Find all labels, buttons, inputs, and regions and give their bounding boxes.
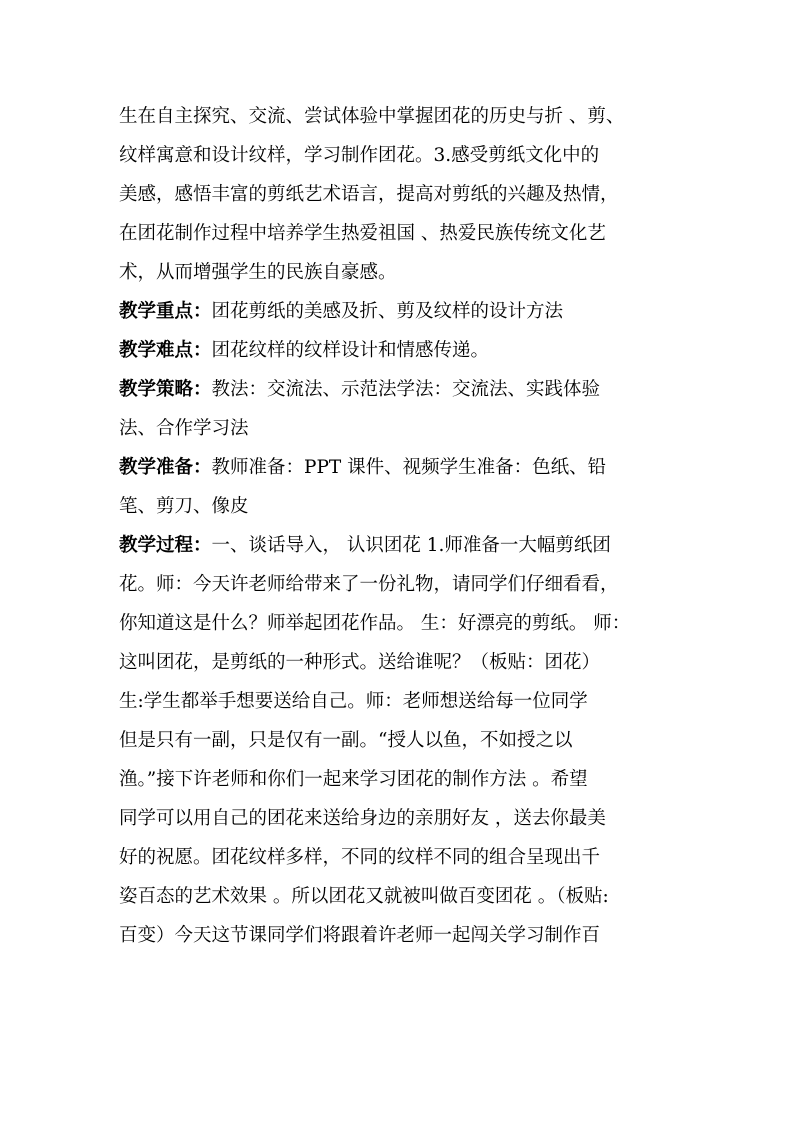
text-line — [119, 526, 689, 565]
line-text: 教师准备：PPT 课件、视频学生准备：色纸、铅 — [211, 457, 607, 478]
document-body — [119, 97, 689, 955]
line-text: 一、谈话导入， 认识团花 1.师准备一大幅剪纸团 — [211, 535, 611, 556]
line-text: 生:学生都举手想要送给自己。师：老师想送给每一位同学 — [119, 691, 588, 712]
section-label: 教学重点： — [119, 301, 212, 322]
text-line — [119, 604, 689, 643]
line-text: 法、合作学习法 — [119, 418, 249, 439]
line-text: 团花剪纸的美感及折、剪及纹样的设计方法 — [211, 301, 564, 322]
line-text: 美感，感悟丰富的剪纸艺术语言，提高对剪纸的兴趣及热情， — [119, 184, 619, 205]
text-line — [119, 136, 689, 175]
line-text: 团花纹样的纹样设计和情感传递。 — [211, 340, 490, 361]
text-line — [119, 214, 689, 253]
text-line — [119, 253, 689, 292]
text-line — [119, 331, 689, 370]
text-line — [119, 916, 689, 955]
line-text: 这叫团花，是剪纸的一种形式。送给谁呢？（板贴：团花） — [119, 652, 601, 673]
text-line — [119, 760, 689, 799]
line-text: 教法：交流法、示范法学法：交流法、实践体验 — [211, 379, 601, 400]
line-text: 渔。”接下许老师和你们一起来学习团花的制作方法 。希望 — [119, 769, 588, 790]
line-text: 在团花制作过程中培养学生热爱祖国 、热爱民族传统文化艺 — [119, 223, 606, 244]
text-line — [119, 97, 689, 136]
text-line — [119, 409, 689, 448]
text-line — [119, 721, 689, 760]
text-line — [119, 643, 689, 682]
line-text: 百变）今天这节课同学们将跟着许老师一起闯关学习制作百 — [119, 925, 601, 946]
section-label: 教学策略： — [119, 379, 212, 400]
section-label: 教学准备： — [119, 457, 212, 478]
text-line — [119, 487, 689, 526]
text-line — [119, 838, 689, 877]
section-label: 教学难点： — [119, 340, 212, 361]
line-text: 同学可以用自己的团花来送给身边的亲朋好友 ，送去你最美 — [119, 808, 606, 829]
text-line — [119, 877, 689, 916]
line-text: 纹样寓意和设计纹样，学习制作团花。3.感受剪纸文化中的 — [119, 145, 600, 166]
text-line — [119, 370, 689, 409]
line-text: 但是只有一副，只是仅有一副。“授人以鱼，不如授之以 — [119, 730, 573, 751]
text-line — [119, 175, 689, 214]
line-text: 好的祝愿。团花纹样多样，不同的纹样不同的组合呈现出千 — [119, 847, 601, 868]
line-text: 生在自主探究、交流、尝试体验中掌握团花的历史与折 、剪、 — [119, 106, 625, 127]
text-line — [119, 565, 689, 604]
text-line — [119, 292, 689, 331]
text-line — [119, 448, 689, 487]
text-line — [119, 799, 689, 838]
section-label: 教学过程： — [119, 535, 212, 556]
line-text: 花。师：今天许老师给带来了一份礼物，请同学们仔细看看， — [119, 574, 619, 595]
line-text: 笔、剪刀、像皮 — [119, 496, 249, 517]
line-text: 姿百态的艺术效果 。所以团花又就被叫做百变团花 。（板贴: — [119, 886, 609, 907]
line-text: 你知道这是什么？师举起团花作品。 生：好漂亮的剪纸。 师： — [119, 613, 631, 634]
text-line — [119, 682, 689, 721]
line-text: 术，从而增强学生的民族自豪感。 — [119, 262, 397, 283]
